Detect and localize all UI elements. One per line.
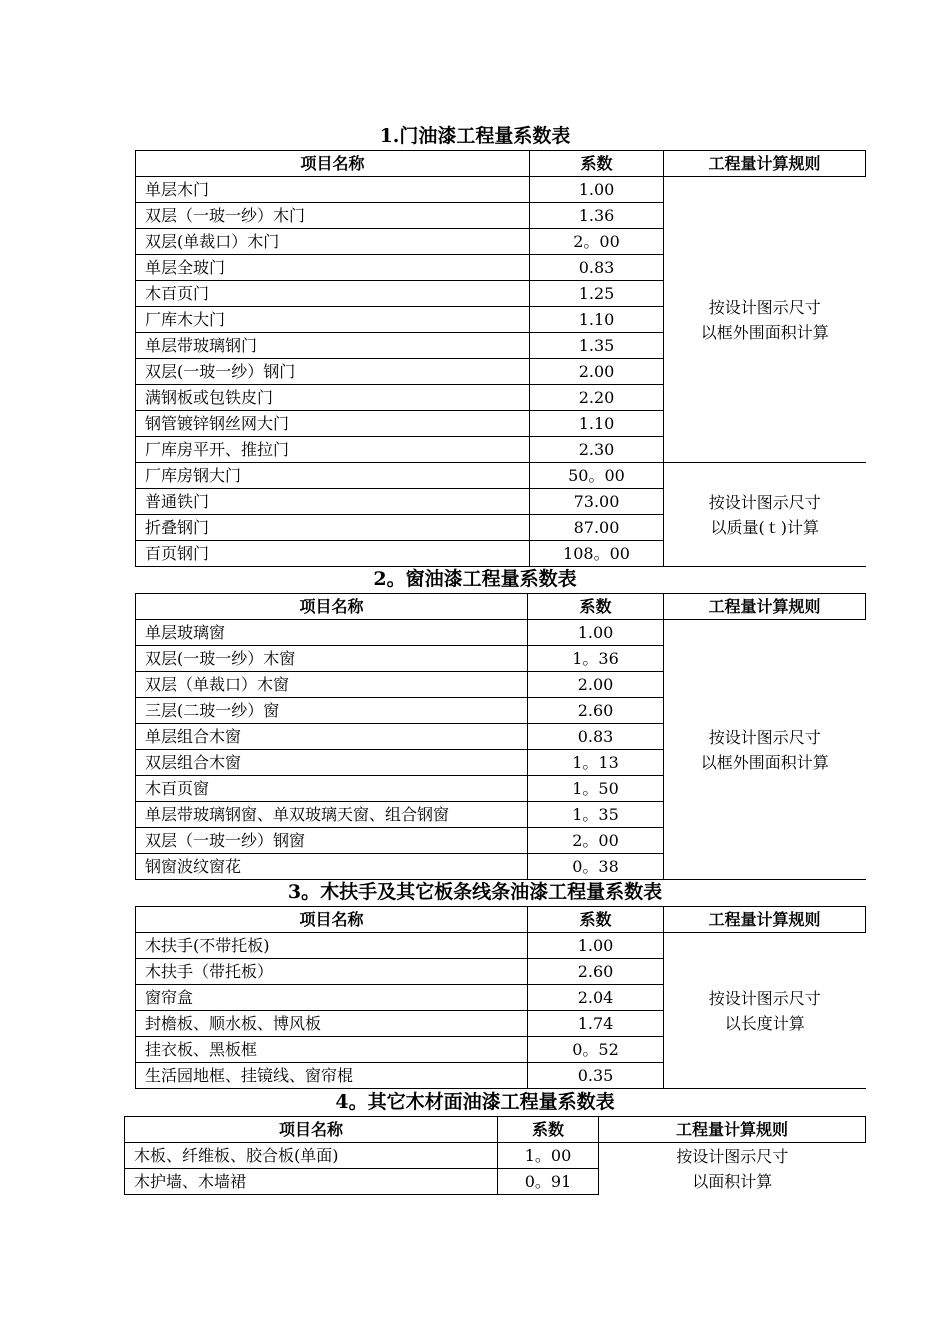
rule-line-2: 以框外围面积计算 [700, 322, 829, 342]
row-coefficient: 0.83 [528, 724, 664, 750]
header-coefficient: 系数 [530, 151, 664, 177]
row-coefficient: 1.00 [528, 620, 664, 646]
row-name: 双层（一玻一纱）木门 [136, 203, 530, 229]
row-name: 厂库房钢大门 [136, 463, 530, 489]
row-name: 厂库房平开、推拉门 [136, 437, 530, 463]
row-name: 窗帘盒 [136, 985, 528, 1011]
header-calculation-rule: 工程量计算规则 [664, 151, 866, 177]
table-2-title: 2。窗油漆工程量系数表 [373, 568, 577, 590]
row-coefficient: 1.00 [528, 933, 664, 959]
row-name: 封檐板、顺水板、博风板 [136, 1011, 528, 1037]
table-header-row [136, 151, 866, 177]
row-name: 满钢板或包铁皮门 [136, 385, 530, 411]
rule-line-2: 以质量(ｔ)计算 [710, 517, 819, 537]
row-name: 木扶手(不带托板) [136, 933, 528, 959]
table-row [136, 463, 866, 489]
row-coefficient: 1.35 [530, 333, 664, 359]
row-name: 厂库木大门 [136, 307, 530, 333]
table-header-row [125, 1117, 866, 1143]
row-name: 木扶手（带托板） [136, 959, 528, 985]
row-name: 普通铁门 [136, 489, 530, 515]
rule-line-1: 按设计图示尺寸 [708, 492, 821, 512]
row-name: 单层带玻璃钢门 [136, 333, 530, 359]
row-name: 三层(二玻一纱）窗 [136, 698, 528, 724]
rule-line-1: 按设计图示尺寸 [708, 297, 821, 317]
row-name: 双层(一玻一纱）钢门 [136, 359, 530, 385]
header-item-name: 项目名称 [136, 151, 530, 177]
row-coefficient: 2.00 [530, 359, 664, 385]
row-coefficient: 0。91 [498, 1169, 599, 1195]
row-name: 单层带玻璃钢窗、单双玻璃天窗、组合钢窗 [136, 802, 528, 828]
table-row [125, 1143, 866, 1169]
row-coefficient: 1。13 [528, 750, 664, 776]
row-name: 双层(单裁口）木门 [136, 229, 530, 255]
header-coefficient: 系数 [498, 1117, 599, 1143]
header-calculation-rule: 工程量计算规则 [664, 907, 866, 933]
other-wood-paint-coefficient-table [124, 1116, 866, 1195]
row-coefficient: 87.00 [530, 515, 664, 541]
row-name: 双层（单裁口）木窗 [136, 672, 528, 698]
row-coefficient: 2.60 [528, 698, 664, 724]
row-name: 挂衣板、黑板框 [136, 1037, 528, 1063]
calculation-rule [664, 463, 866, 567]
row-name: 钢窗波纹窗花 [136, 854, 528, 880]
header-calculation-rule: 工程量计算规则 [664, 594, 866, 620]
rule-line-1: 按设计图示尺寸 [708, 988, 821, 1008]
row-name: 百页钢门 [136, 541, 530, 567]
header-calculation-rule: 工程量计算规则 [599, 1117, 866, 1143]
row-name: 钢管镀锌钢丝网大门 [136, 411, 530, 437]
row-coefficient: 1。50 [528, 776, 664, 802]
table-row [136, 177, 866, 203]
window-paint-coefficient-table [135, 593, 866, 880]
row-coefficient: 0.35 [528, 1063, 664, 1089]
row-name: 单层玻璃窗 [136, 620, 528, 646]
row-name: 木百页窗 [136, 776, 528, 802]
row-coefficient: 1.74 [528, 1011, 664, 1037]
rule-line-2: 以面积计算 [692, 1171, 773, 1191]
header-item-name: 项目名称 [136, 907, 528, 933]
row-name: 双层(一玻一纱）木窗 [136, 646, 528, 672]
header-coefficient: 系数 [528, 907, 664, 933]
row-coefficient: 1.00 [530, 177, 664, 203]
row-coefficient: 73.00 [530, 489, 664, 515]
row-name: 双层组合木窗 [136, 750, 528, 776]
table-1-title: 1.门油漆工程量系数表 [379, 125, 571, 147]
row-coefficient: 0。52 [528, 1037, 664, 1063]
rule-line-1: 按设计图示尺寸 [676, 1146, 789, 1166]
table-4-title: 4。其它木材面油漆工程量系数表 [335, 1091, 615, 1113]
row-name: 单层全玻门 [136, 255, 530, 281]
row-name: 木护墙、木墙裙 [125, 1169, 498, 1195]
row-coefficient: 2.20 [530, 385, 664, 411]
header-coefficient: 系数 [528, 594, 664, 620]
row-coefficient: 1。35 [528, 802, 664, 828]
row-coefficient: 2。00 [528, 828, 664, 854]
door-paint-coefficient-table [135, 150, 866, 567]
rule-line-2: 以框外围面积计算 [700, 752, 829, 772]
row-name: 木百页门 [136, 281, 530, 307]
row-coefficient: 2.00 [528, 672, 664, 698]
row-name: 单层组合木窗 [136, 724, 528, 750]
row-coefficient: 1。36 [528, 646, 664, 672]
row-coefficient: 1.10 [530, 307, 664, 333]
row-coefficient: 2.04 [528, 985, 664, 1011]
row-coefficient: 0.83 [530, 255, 664, 281]
calculation-rule [664, 620, 866, 880]
row-name: 双层（一玻一纱）钢窗 [136, 828, 528, 854]
table-header-row [136, 907, 866, 933]
table-row [136, 933, 866, 959]
row-coefficient: 1.25 [530, 281, 664, 307]
row-coefficient: 1.36 [530, 203, 664, 229]
row-name: 生活园地框、挂镜线、窗帘棍 [136, 1063, 528, 1089]
handrail-trim-paint-coefficient-table [135, 906, 866, 1089]
row-coefficient: 50。00 [530, 463, 664, 489]
rule-line-1: 按设计图示尺寸 [708, 727, 821, 747]
header-item-name: 项目名称 [136, 594, 528, 620]
row-coefficient: 2.30 [530, 437, 664, 463]
calculation-rule [664, 933, 866, 1089]
row-name: 单层木门 [136, 177, 530, 203]
row-coefficient: 0。38 [528, 854, 664, 880]
table-3-title: 3。木扶手及其它板条线条油漆工程量系数表 [287, 881, 663, 903]
header-item-name: 项目名称 [125, 1117, 498, 1143]
calculation-rule [664, 177, 866, 463]
row-name: 木板、纤维板、胶合板(单面) [125, 1143, 498, 1169]
table-header-row [136, 594, 866, 620]
row-coefficient: 1。00 [498, 1143, 599, 1169]
row-coefficient: 2。00 [530, 229, 664, 255]
calculation-rule [599, 1143, 866, 1195]
row-coefficient: 1.10 [530, 411, 664, 437]
rule-line-2: 以长度计算 [724, 1013, 805, 1033]
row-coefficient: 108。00 [530, 541, 664, 567]
table-row [136, 620, 866, 646]
row-coefficient: 2.60 [528, 959, 664, 985]
row-name: 折叠钢门 [136, 515, 530, 541]
